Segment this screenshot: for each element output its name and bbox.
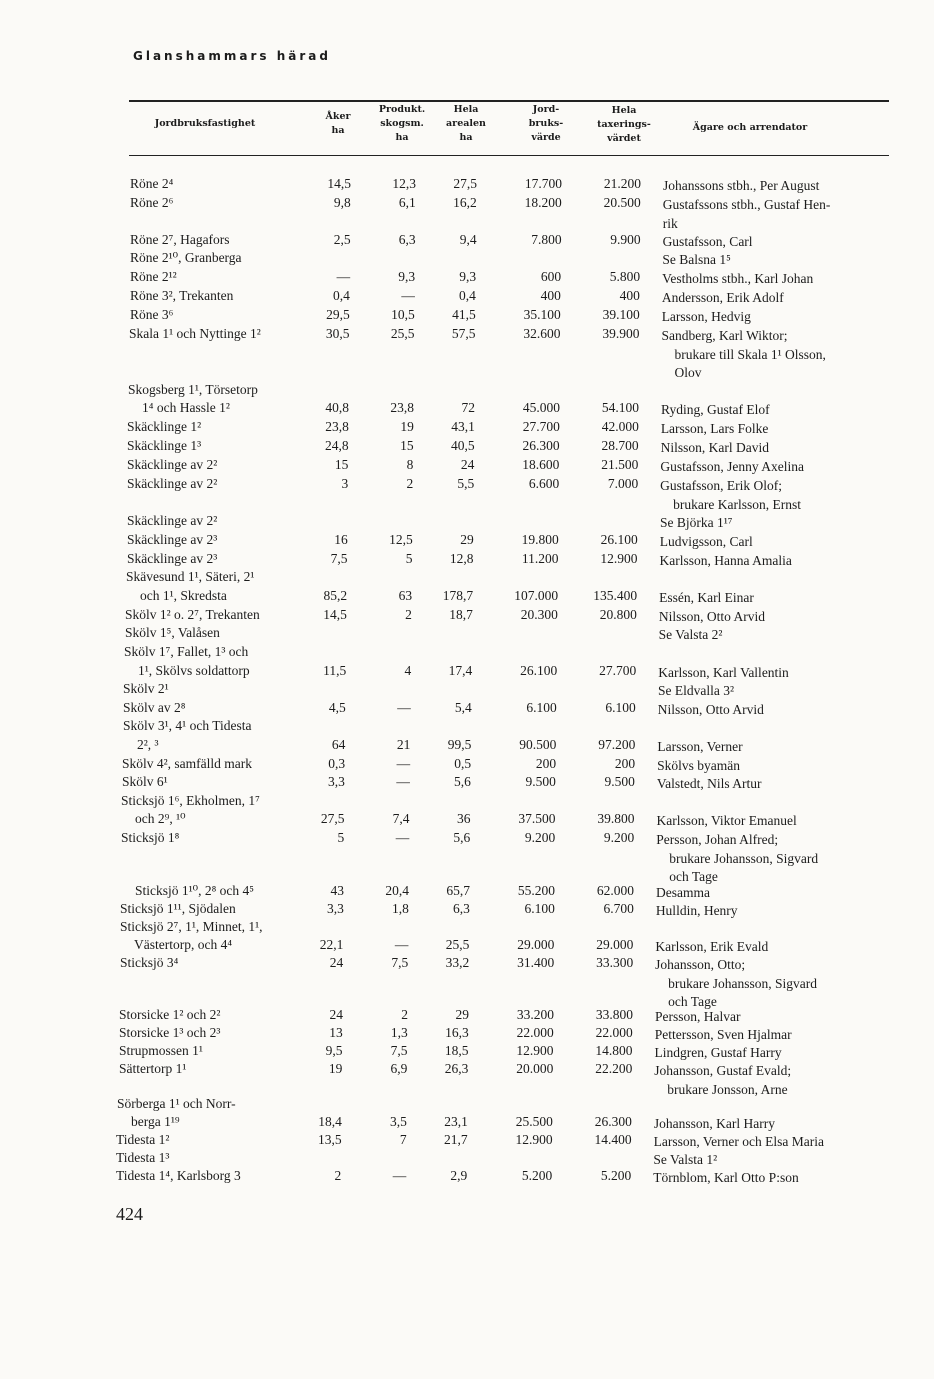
cell-agare: Karlsson, Karl Vallentin — [658, 665, 789, 680]
cell-fastighet: Strupmossen 1¹ — [119, 1043, 203, 1058]
cell-skog: 15 — [400, 438, 414, 453]
cell-varde: 45.000 — [522, 400, 561, 415]
cell-agare: Ryding, Gustaf Elof — [661, 402, 770, 417]
cell-tax: 62.000 — [596, 883, 635, 898]
cell-varde: 37.500 — [518, 811, 556, 826]
cell-agare: Desamma — [656, 885, 711, 900]
cell-fastighet: Röne 2¹² — [130, 269, 177, 284]
cell-tax: 26.300 — [594, 1114, 632, 1129]
cell-areal: 9,3 — [459, 269, 477, 284]
cell-fastighet: och 2⁹, ¹⁰ — [135, 811, 186, 826]
cell-aker: 0,4 — [333, 288, 350, 303]
cell-tax: 14.800 — [595, 1043, 633, 1058]
cell-aker: 64 — [331, 737, 346, 752]
cell-varde: 25.500 — [515, 1114, 553, 1129]
cell-skog: — — [394, 937, 409, 952]
cell-skog: 19 — [400, 419, 414, 434]
cell-aker: 14,5 — [327, 176, 351, 191]
cell-fastighet: Skäcklinge av 2² — [127, 513, 218, 528]
cell-varde: 9.200 — [524, 830, 556, 845]
cell-fastighet: Skölv av 2⁸ — [123, 700, 186, 715]
cell-varde: 33.200 — [516, 1007, 554, 1022]
cell-agare: Karlsson, Viktor Emanuel — [656, 813, 797, 828]
cell-aker: — — [336, 269, 351, 284]
cell-varde: 29.000 — [517, 937, 555, 952]
cell-aker: 5 — [337, 830, 345, 845]
cell-tax: 5.800 — [609, 269, 641, 284]
cell-fastighet: Storsicke 1³ och 2³ — [119, 1025, 221, 1040]
cell-aker: 24,8 — [324, 438, 349, 453]
cell-skog: 8 — [406, 457, 414, 472]
cell-tax: 21.500 — [601, 457, 639, 472]
cell-areal: 178,7 — [442, 588, 474, 603]
cell-tax: 97.200 — [598, 737, 636, 752]
cell-areal: 5,5 — [457, 476, 475, 491]
cell-skog: — — [392, 1168, 407, 1183]
cell-agare: Vestholms stbh., Karl Johan — [662, 271, 814, 286]
cell-tax: 400 — [619, 288, 640, 303]
cell-areal: 21,7 — [444, 1132, 468, 1147]
cell-fastighet: Skäcklinge 1³ — [127, 438, 202, 453]
cell-tax: 5.200 — [600, 1168, 632, 1183]
cell-agare: Nilsson, Otto Arvid — [657, 702, 764, 717]
cell-varde: 17.700 — [524, 176, 562, 191]
cell-skog: 9,3 — [398, 269, 416, 284]
cell-tax: 39.900 — [602, 326, 640, 341]
cell-skog: 2 — [406, 476, 414, 491]
cell-fastighet: Skölv 1⁵, Valåsen — [125, 625, 220, 640]
cell-aker: 13 — [329, 1025, 343, 1040]
cell-areal: 65,7 — [446, 883, 471, 898]
cell-skog: 6,3 — [398, 232, 416, 247]
cell-tax: 42.000 — [601, 419, 639, 434]
cell-fastighet: Sticksjö 1¹¹, Sjödalen — [120, 901, 236, 916]
cell-skog: 63 — [398, 588, 413, 603]
cell-skog: 7,5 — [391, 955, 409, 970]
cell-agare: Törnblom, Karl Otto P:son — [653, 1170, 799, 1185]
cell-tax: 26.100 — [600, 532, 638, 547]
cell-skog: 25,5 — [390, 326, 415, 341]
cell-aker: 4,5 — [328, 700, 346, 715]
cell-fastighet: Sticksjö 1⁶, Ekholmen, 1⁷ — [121, 793, 260, 808]
cell-areal: 57,5 — [451, 326, 476, 341]
cell-skog: 4 — [404, 663, 412, 678]
cell-skog: 2 — [405, 607, 412, 622]
cell-skog: 21 — [396, 737, 411, 752]
cell-aker: 7,5 — [330, 551, 348, 566]
cell-aker: 11,5 — [323, 663, 347, 678]
cell-aker: 2,5 — [333, 232, 351, 247]
cell-aker: 2 — [334, 1168, 342, 1183]
cell-agare: Persson, Johan Alfred; — [656, 832, 779, 847]
cell-agare: Johansson, Otto; — [655, 957, 746, 972]
cell-skog: 12,5 — [389, 532, 413, 547]
cell-tax: 27.700 — [599, 663, 637, 678]
cell-skog: 7,5 — [390, 1043, 408, 1058]
cell-fastighet: Sticksjö 1⁸ — [121, 830, 180, 845]
cell-tax: 22.000 — [595, 1025, 633, 1040]
cell-skog: 1,3 — [390, 1025, 408, 1040]
cell-agare: Se Eldvalla 3² — [658, 683, 735, 698]
cell-agare: brukare till Skala 1¹ Olsson, — [674, 346, 826, 362]
cell-tax: 39.800 — [597, 811, 635, 826]
cell-tax: 12.900 — [600, 551, 638, 566]
cell-skog: 12,3 — [392, 176, 416, 191]
cell-varde: 12.900 — [515, 1132, 553, 1147]
cell-aker: 13,5 — [318, 1132, 342, 1147]
cell-skog: — — [397, 700, 411, 715]
cell-areal: 5,4 — [454, 700, 472, 715]
cell-aker: 3,3 — [326, 901, 344, 916]
cell-fastighet: Skölv 1² o. 2⁷, Trekanten — [125, 607, 260, 622]
cell-tax: 14.400 — [594, 1132, 632, 1147]
cell-varde: 6.100 — [526, 700, 557, 715]
cell-agare: Nilsson, Otto Arvid — [658, 609, 765, 624]
cell-fastighet: 1¹, Skölvs soldattorp — [138, 663, 250, 678]
cell-varde: 26.300 — [522, 438, 560, 453]
cell-areal: 40,5 — [450, 438, 475, 453]
cell-tax: 33.800 — [595, 1007, 633, 1022]
cell-varde: 18.200 — [524, 195, 562, 210]
cell-aker: 9,8 — [333, 195, 351, 210]
header-tax: Hela taxerings- värdet — [597, 105, 651, 144]
cell-areal: 2,9 — [450, 1168, 468, 1183]
cell-fastighet: Röne 3⁶ — [130, 307, 174, 322]
header-fastighet: Jordbruksfastighet — [154, 118, 256, 129]
cell-areal: 72 — [461, 400, 476, 415]
cell-aker: 9,5 — [325, 1043, 343, 1058]
cell-agare: Johansson, Gustaf Evald; — [654, 1063, 792, 1078]
cell-areal: 0,4 — [459, 288, 476, 303]
cell-aker: 0,3 — [328, 756, 346, 771]
cell-agare: rik — [662, 215, 678, 231]
cell-tax: 39.100 — [602, 307, 640, 322]
cell-areal: 16,2 — [453, 195, 477, 210]
cell-agare: Gustafsson, Jenny Axelina — [660, 459, 804, 474]
cell-skog: 23,8 — [390, 400, 415, 415]
cell-varde: 27.700 — [522, 419, 560, 434]
cell-fastighet: Röne 3², Trekanten — [130, 288, 234, 303]
cell-tax: 6.700 — [603, 901, 634, 916]
cell-areal: 41,5 — [452, 307, 476, 322]
cell-agare: Johanssons stbh., Per August — [663, 178, 820, 193]
cell-skog: 20,4 — [385, 883, 410, 898]
cell-fastighet: Skäcklinge av 2² — [127, 476, 218, 491]
cell-aker: 85,2 — [323, 588, 348, 603]
cell-tax: 22.200 — [595, 1061, 633, 1076]
header-aker: Åker ha — [325, 111, 351, 136]
cell-fastighet: Sticksjö 3⁴ — [120, 955, 179, 970]
cell-aker: 22,1 — [319, 937, 344, 952]
cell-agare: Se Valsta 1² — [653, 1152, 718, 1167]
cell-aker: 29,5 — [326, 307, 350, 322]
cell-areal: 99,5 — [447, 737, 472, 752]
cell-varde: 22.000 — [516, 1025, 554, 1040]
cell-fastighet: Skäcklinge av 2³ — [127, 551, 218, 566]
cell-varde: 35.100 — [523, 307, 561, 322]
cell-aker: 18,4 — [318, 1114, 342, 1129]
cell-tax: 9.900 — [610, 232, 641, 247]
cell-areal: 33,2 — [445, 955, 470, 970]
cell-areal: 5,6 — [454, 774, 471, 789]
cell-agare: Se Balsna 1⁵ — [662, 252, 731, 267]
cell-tax: 20.500 — [603, 195, 641, 210]
cell-agare: Gustafssons stbh., Gustaf Hen- — [662, 197, 831, 212]
cell-areal: 29 — [455, 1007, 469, 1022]
cell-agare: och Tage — [669, 869, 718, 884]
cell-varde: 18.600 — [522, 457, 560, 472]
cell-varde: 9.500 — [525, 774, 556, 789]
cell-areal: 12,8 — [449, 551, 474, 566]
cell-fastighet: Skävesund 1¹, Säteri, 2¹ — [126, 569, 255, 584]
cell-fastighet: Röne 2⁷, Hagafors — [130, 232, 230, 247]
cell-aker: 3 — [341, 476, 349, 491]
cell-tax: 54.100 — [601, 400, 640, 415]
cell-skog: — — [396, 774, 410, 789]
cell-fastighet: Skäcklinge av 2³ — [127, 532, 218, 547]
cell-varde: 600 — [540, 269, 562, 284]
cell-agare: Ludvigsson, Carl — [659, 534, 753, 549]
cell-agare: Hulldin, Henry — [655, 903, 738, 918]
cell-fastighet: berga 1¹⁹ — [131, 1114, 180, 1129]
cell-fastighet: Sticksjö 2⁷, 1¹, Minnet, 1¹, — [120, 919, 263, 934]
cell-skog: 1,8 — [391, 901, 409, 916]
cell-varde: 200 — [535, 756, 557, 771]
cell-fastighet: Röne 2⁴ — [130, 176, 174, 191]
header-areal: Hela arealen ha — [446, 104, 486, 143]
cell-agare: Persson, Halvar — [654, 1009, 741, 1024]
cell-aker: 19 — [328, 1061, 343, 1076]
cell-fastighet: Skölv 6¹ — [122, 774, 168, 789]
cell-fastighet: Röne 2¹⁰, Granberga — [130, 250, 242, 265]
cell-skog: — — [396, 756, 411, 771]
cell-agare: Sandberg, Karl Wiktor; — [661, 328, 788, 343]
cell-aker: 30,5 — [325, 326, 350, 341]
cell-fastighet: Skogsberg 1¹, Törsetorp — [128, 382, 258, 397]
cell-areal: 26,3 — [444, 1061, 469, 1076]
cell-tax: 200 — [614, 756, 636, 771]
cell-agare: Se Björka 1¹⁷ — [659, 515, 733, 530]
cell-fastighet: Skölv 3¹, 4¹ och Tidesta — [123, 718, 252, 733]
cell-areal: 25,5 — [445, 937, 470, 952]
cell-varde: 12.900 — [516, 1043, 554, 1058]
cell-agare: Larsson, Verner och Elsa Maria — [653, 1134, 824, 1149]
cell-areal: 27,5 — [453, 176, 477, 191]
cell-varde: 32.600 — [523, 326, 561, 341]
cell-agare: Larsson, Lars Folke — [660, 421, 769, 436]
cell-agare: brukare Jonsson, Arne — [667, 1081, 788, 1097]
cell-aker: 24 — [329, 955, 344, 970]
cell-varde: 20.000 — [516, 1061, 554, 1076]
cell-skog: — — [401, 288, 415, 303]
cell-varde: 400 — [540, 288, 561, 303]
cell-aker: 40,8 — [325, 400, 350, 415]
cell-tax: 6.100 — [605, 700, 636, 715]
cell-tax: 28.700 — [601, 438, 639, 453]
cell-agare: Andersson, Erik Adolf — [661, 290, 784, 305]
cell-varde: 11.200 — [521, 551, 559, 566]
cell-aker: 16 — [334, 532, 348, 547]
cell-tax: 9.500 — [604, 774, 635, 789]
header-varde: Jord- bruks- värde — [528, 104, 564, 143]
cell-fastighet: Tidesta 1² — [116, 1132, 170, 1147]
cell-skog: 7,4 — [392, 811, 410, 826]
cell-fastighet: Skäcklinge 1² — [127, 419, 202, 434]
cell-areal: 5,6 — [453, 830, 471, 845]
cell-agare: Gustafsson, Erik Olof; — [660, 478, 783, 493]
cell-agare: Karlsson, Erik Evald — [655, 939, 769, 954]
cell-agare: Larsson, Hedvig — [661, 309, 751, 324]
cell-areal: 0,5 — [454, 756, 472, 771]
cell-fastighet: Skäcklinge av 2² — [127, 457, 218, 472]
cell-agare: Se Valsta 2² — [658, 627, 723, 642]
cell-areal: 29 — [460, 532, 474, 547]
cell-agare: Nilsson, Karl David — [660, 440, 769, 455]
cell-varde: 26.100 — [520, 663, 558, 678]
cell-skog: 5 — [405, 551, 413, 566]
cell-agare: Essén, Karl Einar — [659, 590, 754, 605]
cell-varde: 19.800 — [521, 532, 559, 547]
cell-areal: 18,5 — [444, 1043, 469, 1058]
cell-fastighet: 2², ³ — [137, 737, 159, 752]
cell-agare: Skölvs byamän — [657, 758, 740, 773]
cell-tax: 7.000 — [607, 476, 639, 491]
cell-skog: 6,9 — [390, 1061, 408, 1076]
cell-agare: Larsson, Verner — [657, 739, 743, 754]
cell-fastighet: Storsicke 1² och 2² — [119, 1007, 221, 1022]
cell-areal: 18,7 — [449, 607, 473, 622]
cell-fastighet: Sättertorp 1¹ — [119, 1061, 187, 1076]
cell-varde: 20.300 — [520, 607, 558, 622]
cell-areal: 23,1 — [444, 1114, 468, 1129]
cell-varde: 5.200 — [521, 1168, 553, 1183]
cell-skog: — — [395, 830, 410, 845]
cell-areal: 24 — [460, 457, 475, 472]
cell-agare: Johansson, Karl Harry — [653, 1116, 775, 1131]
cell-tax: 33.300 — [596, 955, 634, 970]
cell-fastighet: Röne 2⁶ — [130, 195, 174, 210]
cell-aker: 14,5 — [323, 607, 347, 622]
cell-fastighet: och 1¹, Skredsta — [140, 588, 227, 603]
cell-varde: 6.100 — [524, 901, 555, 916]
cell-tax: 135.400 — [593, 588, 638, 603]
cell-varde: 6.600 — [528, 476, 560, 491]
cell-agare: brukare Johansson, Sigvard — [668, 975, 818, 991]
cell-tax: 21.200 — [603, 176, 641, 191]
cell-aker: 23,8 — [325, 419, 349, 434]
cell-agare: Olov — [674, 365, 702, 380]
cell-agare: Karlsson, Hanna Amalia — [659, 553, 792, 568]
cell-agare: Pettersson, Sven Hjalmar — [654, 1027, 792, 1042]
cell-areal: 43,1 — [451, 419, 475, 434]
cell-fastighet: Skölv 4², samfälld mark — [122, 756, 253, 771]
cell-areal: 6,3 — [452, 901, 470, 916]
cell-varde: 31.400 — [517, 955, 555, 970]
cell-varde: 7.800 — [531, 232, 562, 247]
cell-agare: Gustafsson, Carl — [662, 234, 753, 249]
cell-skog: 3,5 — [390, 1114, 407, 1129]
page-title: Glanshammars härad — [133, 49, 331, 63]
cell-agare: Valstedt, Nils Artur — [656, 776, 762, 791]
cell-fastighet: Skölv 1⁷, Fallet, 1³ och — [124, 644, 249, 659]
cell-varde: 55.200 — [517, 883, 556, 898]
cell-agare: Lindgren, Gustaf Harry — [654, 1045, 782, 1060]
cell-aker: 15 — [334, 457, 349, 472]
cell-aker: 27,5 — [320, 811, 345, 826]
cell-aker: 3,3 — [328, 774, 345, 789]
cell-varde: 107.000 — [514, 588, 559, 603]
cell-areal: 16,3 — [445, 1025, 469, 1040]
cell-areal: 36 — [456, 811, 471, 826]
cell-fastighet: Västertorp, och 4⁴ — [134, 937, 233, 952]
cell-aker: 24 — [329, 1007, 343, 1022]
cell-fastighet: Skölv 2¹ — [123, 681, 169, 696]
cell-agare: och Tage — [668, 994, 717, 1009]
cell-areal: 17,4 — [448, 663, 473, 678]
cell-aker: 43 — [330, 883, 345, 898]
cell-agare: brukare Johansson, Sigvard — [669, 850, 819, 866]
cell-varde: 90.500 — [519, 737, 557, 752]
page-number: 424 — [116, 1204, 143, 1224]
cell-tax: 29.000 — [596, 937, 634, 952]
cell-skog: 6,1 — [398, 195, 416, 210]
cell-agare: brukare Karlsson, Ernst — [673, 496, 802, 512]
cell-areal: 9,4 — [459, 232, 477, 247]
cell-tax: 20.800 — [599, 607, 637, 622]
cell-fastighet: 1⁴ och Hassle 1² — [142, 400, 230, 415]
cell-tax: 9.200 — [603, 830, 635, 845]
header-skog: Produkt. skogsm. ha — [378, 104, 426, 143]
header-agare: Ägare och arrendator — [692, 122, 808, 133]
cell-fastighet: Skala 1¹ och Nyttinge 1² — [129, 326, 261, 341]
cell-skog: 7 — [399, 1132, 407, 1147]
cell-skog: 2 — [401, 1007, 408, 1022]
cell-fastighet: Sörberga 1¹ och Norr- — [117, 1096, 236, 1111]
cell-fastighet: Sticksjö 1¹⁰, 2⁸ och 4⁵ — [135, 883, 254, 898]
cell-skog: 10,5 — [391, 307, 415, 322]
cell-fastighet: Tidesta 1³ — [116, 1150, 170, 1165]
cell-fastighet: Tidesta 1⁴, Karlsborg 3 — [116, 1168, 241, 1183]
